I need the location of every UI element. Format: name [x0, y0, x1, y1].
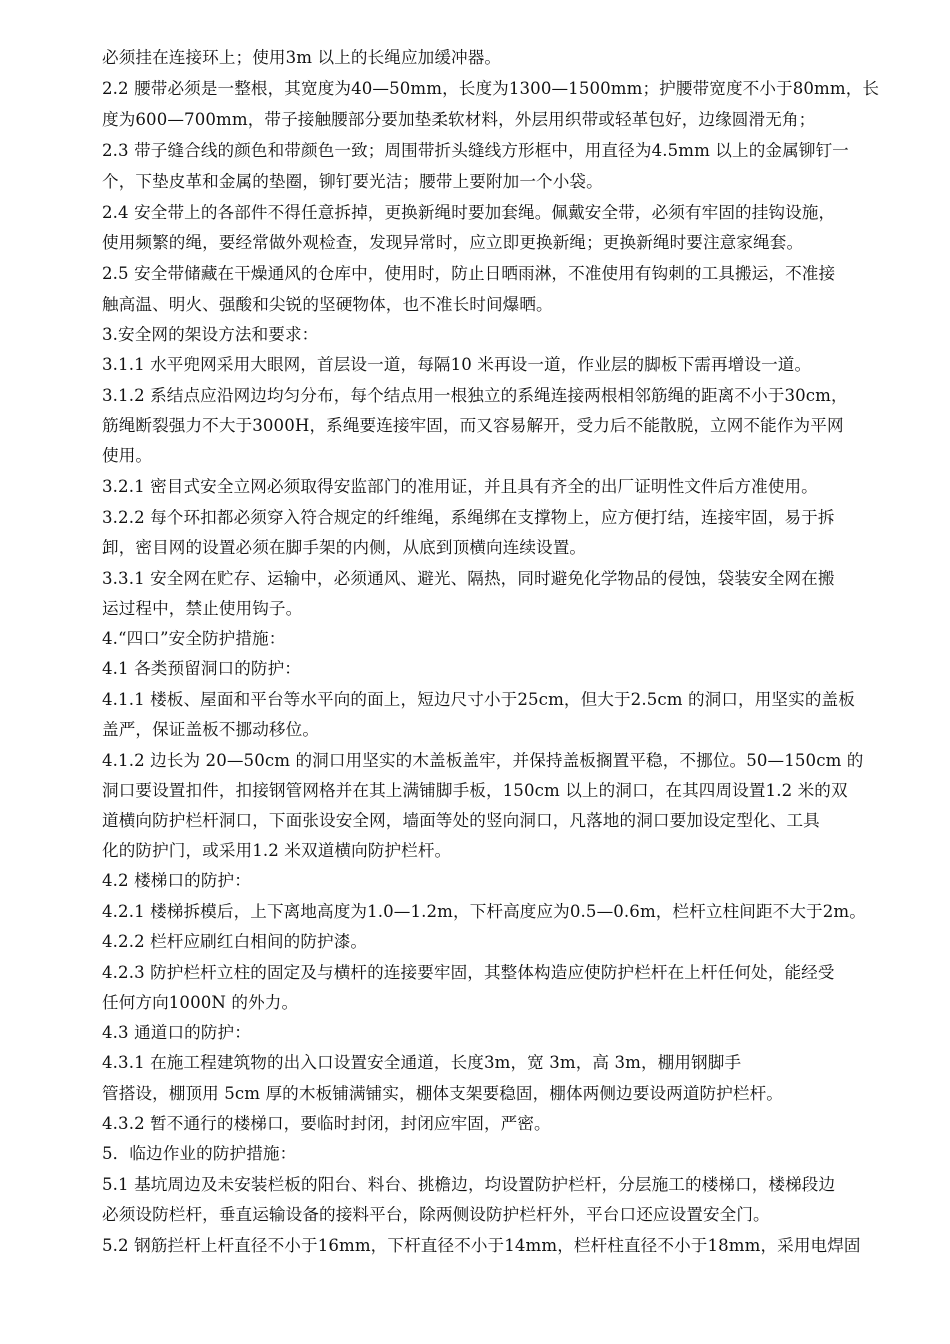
- text-line: 2.3 带子缝合线的颜色和带颜色一致；周围带折头缝线方形框中，用直径为4.5mm 以上的金属铆钉一: [102, 141, 849, 160]
- text-line: 3.2.1 密目式安全立网必须取得安监部门的准用证，并且具有齐全的出厂证明性文件后方准使用。: [102, 477, 818, 496]
- text-line: 4.3.1 在施工程建筑物的出入口设置安全通道，长度3m，宽 3m，高 3m，棚用钢脚手: [102, 1053, 742, 1072]
- text-line: 触高温、明火、强酸和尖锐的坚硬物体，也不准长时间爆晒。: [102, 295, 553, 314]
- text-line: 4.2.2 栏杆应刷红白相间的防护漆。: [102, 932, 368, 951]
- text-line: 盖严，保证盖板不挪动移位。: [102, 720, 320, 739]
- subsection-heading: 4.1 各类预留洞口的防护：: [102, 659, 302, 678]
- text-line: 5.1 基坑周边及未安装栏板的阳台、料台、挑檐边，均设置防护栏杆，分层施工的楼梯口，楼梯段边: [102, 1175, 836, 1194]
- text-line: 4.2.3 防护栏杆立柱的固定及与横杆的连接要牢固，其整体构造应使防护栏杆在上杆任何处，能经受: [102, 963, 835, 982]
- text-line: 个，下垫皮革和金属的垫圈，铆钉要光洁；腰带上要附加一个小袋。: [102, 172, 603, 191]
- text-line: 任何方向1000N 的外力。: [102, 993, 299, 1012]
- text-line: 道横向防护栏杆洞口，下面张设安全网，墙面等处的竖向洞口，凡落地的洞口要加设定型化、工具: [102, 811, 820, 830]
- text-line: 度为600—700mm，带子接触腰部分要加垫柔软材料，外层用织带或轻革包好，边缘圆滑无角；: [102, 110, 816, 129]
- text-line: 筋绳断裂强力不大于3000H，系绳要连接牢固，而又容易解开，受力后不能散脱，立网不能作为平网: [102, 416, 844, 435]
- text-line: 2.4 安全带上的各部件不得任意拆掉，更换新绳时要加套绳。佩戴安全带，必须有牢固的挂钩设施，: [102, 203, 836, 222]
- text-line: 使用频繁的绳，要经常做外观检查，发现异常时，应立即更换新绳；更换新绳时要注意家绳套。: [102, 233, 804, 252]
- text-line: 4.3.2 暂不通行的楼梯口，要临时封闭，封闭应牢固，严密。: [102, 1114, 551, 1133]
- text-line: 2.5 安全带储藏在干燥通风的仓库中，使用时，防止日晒雨淋，不准使用有钩刺的工具搬运，不准接: [102, 264, 836, 283]
- subsection-heading: 4.2 楼梯口的防护：: [102, 871, 251, 890]
- text-line: 使用。: [102, 446, 153, 465]
- text-line: 管搭设，棚顶用 5cm 厚的木板铺满铺实，棚体支架要稳固，棚体两侧边要设两道防护栏杆。: [102, 1084, 783, 1103]
- section-heading: 3.安全网的架设方法和要求：: [102, 325, 319, 344]
- text-line: 洞口要设置扣件，扣接钢管网格并在其上满铺脚手板，150cm 以上的洞口，在其四周设置1.2 米的双: [102, 781, 848, 800]
- text-line: 5.2 钢筋拦杆上杆直径不小于16mm，下杆直径不小于14mm，栏杆柱直径不小于18mm，采用电焊固: [102, 1236, 861, 1255]
- text-line: 卸，密目网的设置必须在脚手架的内侧，从底到顶横向连续设置。: [102, 538, 587, 557]
- text-line: 3.3.1 安全网在贮存、运输中，必须通风、避光、隔热，同时避免化学物品的侵蚀，袋装安全网在搬: [102, 569, 835, 588]
- subsection-heading: 4.3 通道口的防护：: [102, 1023, 251, 1042]
- section-heading: 5．临边作业的防护措施：: [102, 1144, 297, 1163]
- text-line: 化的防护门，或采用1.2 米双道横向防护栏杆。: [102, 841, 452, 860]
- section-heading: 4.“四口”安全防护措施：: [102, 629, 286, 648]
- text-line: 3.2.2 每个环扣都必须穿入符合规定的纤维绳，系绳绑在支撑物上，应方便打结，连接牢固，易于拆: [102, 508, 835, 527]
- text-line: 3.1.2 系结点应沿网边均匀分布，每个结点用一根独立的系绳连接两根相邻筋绳的距离不小于30cm，: [102, 386, 848, 405]
- text-line: 必须设防栏杆，垂直运输设备的接料平台，除两侧设防护栏杆外，平台口还应设置安全门。: [102, 1205, 770, 1224]
- text-line: 2.2 腰带必须是一整根，其宽度为40—50mm，长度为1300—1500mm；护腰带宽度不小于80mm，长: [102, 79, 880, 98]
- text-line: 4.1.1 楼板、屋面和平台等水平向的面上，短边尺寸小于25cm，但大于2.5cm 的洞口，用坚实的盖板: [102, 690, 855, 709]
- text-line: 4.1.2 边长为 20—50cm 的洞口用坚实的木盖板盖牢，并保持盖板搁置平稳，不挪位。50—150cm 的: [102, 751, 864, 770]
- text-line: 必须挂在连接环上；使用3m 以上的长绳应加缓冲器。: [102, 48, 502, 67]
- text-line: 4.2.1 楼梯拆模后，上下离地高度为1.0—1.2m，下杆高度应为0.5—0.6m，栏杆立柱间距不大于2m。: [102, 902, 866, 921]
- text-line: 3.1.1 水平兜网采用大眼网，首层设一道，每隔10 米再设一道，作业层的脚板下需再增设一道。: [102, 355, 812, 374]
- text-line: 运过程中，禁止使用钩子。: [102, 599, 303, 618]
